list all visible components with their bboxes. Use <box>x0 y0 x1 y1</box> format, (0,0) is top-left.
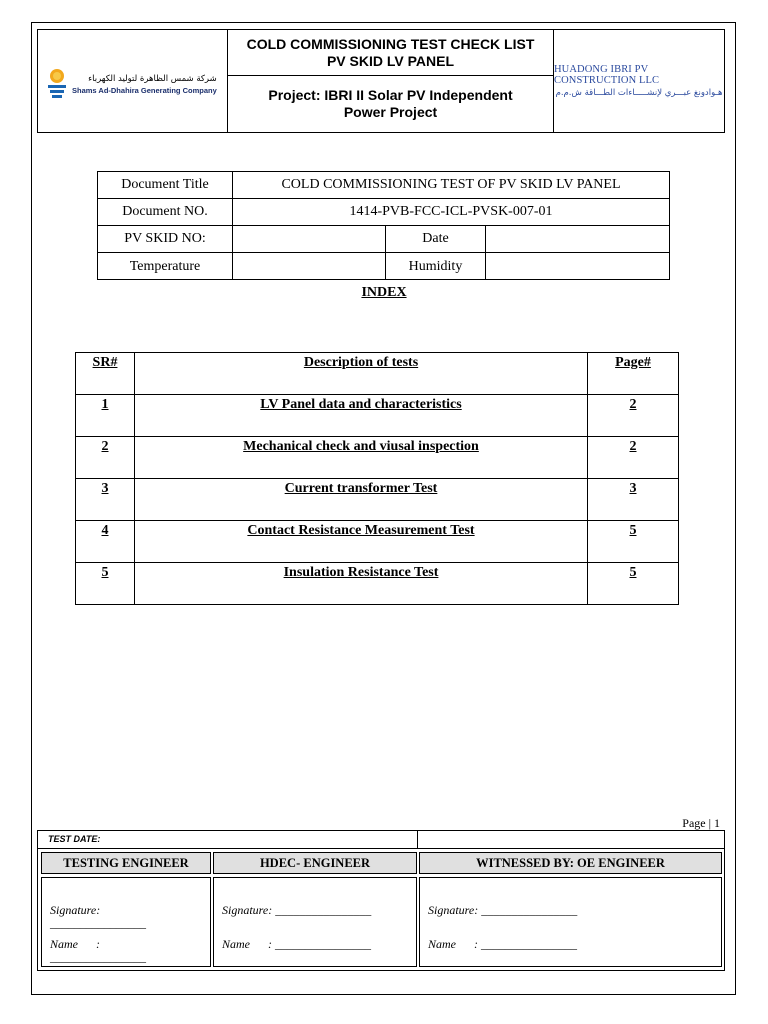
temperature-label: Temperature <box>98 253 233 280</box>
oe-engineer-header: WITNESSED BY: OE ENGINEER <box>419 852 722 874</box>
index-header-row <box>76 353 678 395</box>
signature-label: Signature: <box>50 903 101 917</box>
client-name-english: Shams Ad-Dhahira Generating Company <box>72 85 217 95</box>
table-row[interactable] <box>76 479 678 521</box>
name-field[interactable] <box>428 937 577 952</box>
testing-engineer-header: TESTING ENGINEER <box>41 852 211 874</box>
test-description[interactable]: Mechanical check and viusal inspection <box>135 437 588 478</box>
sr-number: 1 <box>76 395 135 436</box>
project-title: Project: IBRI II Solar PV Independent Power Project <box>268 86 513 120</box>
page-number: 2 <box>629 439 637 454</box>
oe-engineer-cell <box>419 877 722 967</box>
skid-no-label: PV SKID NO: <box>98 226 233 252</box>
signature-label: Signature: <box>428 903 479 917</box>
sr-number: 4 <box>76 521 135 562</box>
client-logo-cell <box>38 30 228 132</box>
signoff-table <box>37 830 725 971</box>
signoff-header-row <box>38 849 724 877</box>
skid-date-row <box>98 226 669 253</box>
sr-column-header: SR# <box>76 353 135 394</box>
table-row[interactable] <box>76 395 678 437</box>
page-number: 5 <box>629 523 637 538</box>
contractor-name-arabic: هـوادونغ عبـــري لإنشـــــاءات الطـــاقة ش.م.م <box>555 88 723 98</box>
date-field[interactable] <box>486 226 669 252</box>
table-row[interactable] <box>76 563 678 604</box>
hdec-engineer-header: HDEC- ENGINEER <box>213 852 417 874</box>
page-number: 2 <box>629 397 637 412</box>
name-colon: : <box>268 937 272 951</box>
sun-logo-icon <box>45 66 69 102</box>
temp-humidity-row <box>98 253 669 280</box>
header-title-cell <box>228 30 554 132</box>
test-description[interactable]: LV Panel data and characteristics <box>135 395 588 436</box>
contractor-logo-cell <box>554 30 724 132</box>
client-logo <box>45 66 217 102</box>
signature-label: Signature: <box>222 903 273 917</box>
signature-line[interactable]: ________________ <box>50 916 146 930</box>
name-label: Name <box>428 937 456 951</box>
name-label: Name <box>222 937 250 951</box>
signature-field[interactable] <box>428 903 577 918</box>
test-description[interactable]: Contact Resistance Measurement Test <box>135 521 588 562</box>
doc-number-value: 1414-PVB-FCC-ICL-PVSK-007-01 <box>349 204 553 219</box>
date-label: Date <box>386 226 486 252</box>
index-heading: INDEX <box>361 285 407 300</box>
name-line[interactable]: ________________ <box>50 950 146 964</box>
sr-number: 5 <box>76 563 135 604</box>
doc-title-value: COLD COMMISSIONING TEST OF PV SKID LV PANEL <box>281 177 621 192</box>
doc-number-row <box>98 199 669 226</box>
table-row[interactable] <box>76 521 678 563</box>
name-line: ________________ <box>481 937 577 951</box>
table-row[interactable] <box>76 437 678 479</box>
test-date-label[interactable]: TEST DATE: <box>38 831 418 849</box>
page-number: 5 <box>629 565 637 580</box>
description-column-header: Description of tests <box>135 353 588 394</box>
page-number-footer: Page | 1 <box>682 816 720 830</box>
test-description[interactable]: Current transformer Test <box>135 479 588 520</box>
humidity-label: Humidity <box>386 253 486 280</box>
name-line: ________________ <box>275 937 371 951</box>
page-column-header: Page# <box>615 355 651 370</box>
name-colon: : <box>96 937 100 951</box>
page-number: 3 <box>629 481 637 496</box>
humidity-field[interactable] <box>486 253 669 280</box>
name-label-text: Name <box>50 937 78 951</box>
hdec-engineer-cell <box>213 877 417 967</box>
doc-title-label: Document Title <box>98 172 233 198</box>
checklist-title: COLD COMMISSIONING TEST CHECK LIST PV SKID LV PANEL <box>228 30 553 76</box>
contractor-name-english: HUADONG IBRI PV CONSTRUCTION LLC <box>554 64 660 86</box>
signature-line: ________________ <box>275 903 372 917</box>
document-header <box>37 29 725 133</box>
name-colon: : <box>474 937 478 951</box>
doc-title-row <box>98 172 669 199</box>
doc-number-label: Document NO. <box>98 199 233 225</box>
test-date-row <box>38 831 724 849</box>
index-table <box>75 352 679 605</box>
signature-line: ________________ <box>481 903 578 917</box>
test-description[interactable]: Insulation Resistance Test <box>135 563 588 604</box>
skid-no-field[interactable] <box>233 226 386 252</box>
testing-engineer-cell <box>41 877 211 967</box>
sr-number: 3 <box>76 479 135 520</box>
client-name-arabic: شركة شمس الظاهرة لتوليد الكهرباء <box>88 73 217 84</box>
document-info-table <box>97 171 670 280</box>
name-field[interactable] <box>222 937 371 952</box>
temperature-field[interactable] <box>233 253 386 280</box>
sr-number: 2 <box>76 437 135 478</box>
signature-field[interactable] <box>222 903 371 918</box>
